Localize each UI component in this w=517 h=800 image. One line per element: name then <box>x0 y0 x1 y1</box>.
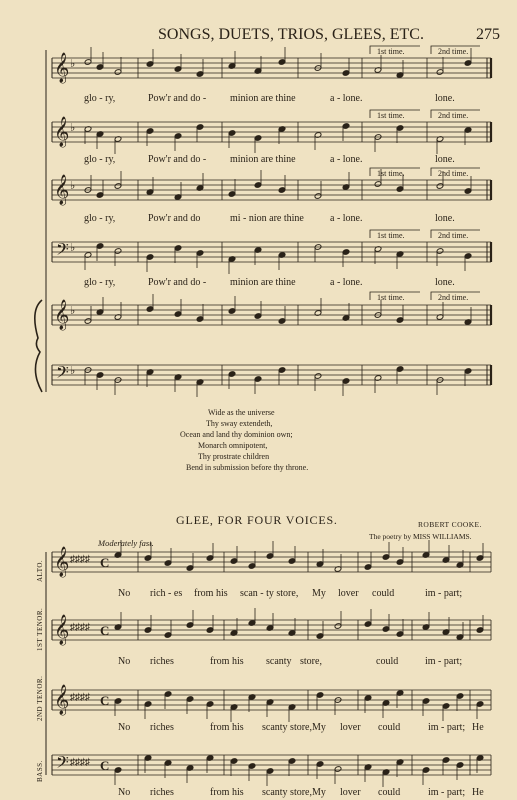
glee-lyric-syllable: could <box>378 722 401 733</box>
voice-label-1st-tenor: 1ST TENOR. <box>36 607 44 651</box>
common-time: C <box>100 623 110 638</box>
page-number: 275 <box>476 26 500 43</box>
volta-label: 2nd time. <box>438 169 469 178</box>
lyric-syllable: lone. <box>435 213 455 224</box>
flat-sign: ♭ <box>70 122 76 134</box>
lyric-syllable: Pow'r and do - <box>148 277 207 288</box>
poem-line: Thy prostrate children <box>198 452 270 461</box>
glee-lyric-syllable: could <box>372 588 395 599</box>
poem-line: Bend in submission before thy throne. <box>186 463 309 472</box>
lyric-syllable: a - lone. <box>330 154 363 165</box>
voice-label-bass: BASS. <box>36 760 44 782</box>
lyric-syllable: a - lone. <box>330 277 363 288</box>
lyric-syllable: minion are thine <box>230 154 296 165</box>
glee-lyric-syllable: im - part; <box>425 588 463 599</box>
glee-lyric-syllable: scanty store, <box>262 722 312 733</box>
volta-label: 2nd time. <box>438 47 469 56</box>
bass-clef: 𝄢 <box>56 239 69 263</box>
treble-clef: 𝄞 <box>54 175 70 205</box>
volta-label: 2nd time. <box>438 111 469 120</box>
key-signature-sharps: ♯♯♯♯ <box>70 757 90 768</box>
glee-lyric-syllable: from his <box>210 722 244 733</box>
tempo-marking: Moderately fast. <box>98 538 154 548</box>
treble-clef: 𝄞 <box>54 53 70 83</box>
glee-lyric-syllable: No <box>118 787 131 798</box>
flat-sign: ♭ <box>70 305 76 317</box>
glee-lyric-syllable: im - part; <box>428 787 466 798</box>
voice-label-2nd-tenor: 2ND TENOR. <box>36 675 44 721</box>
glee-lyric-syllable: im - part; <box>428 722 466 733</box>
glee-lyric-syllable: He <box>472 722 484 733</box>
poem-line: Ocean and land thy dominion own; <box>180 430 293 439</box>
glee-lyric-syllable: from his <box>194 588 228 599</box>
volta-label: 2nd time. <box>438 231 469 240</box>
common-time: C <box>100 758 110 773</box>
bass-clef: 𝄢 <box>56 752 69 776</box>
glee-lyric-syllable: im - part; <box>425 656 463 667</box>
glee-lyric-syllable: My <box>312 722 326 733</box>
volta-label: 1st time. <box>377 111 405 120</box>
glee-lyric-syllable: could <box>376 656 399 667</box>
flat-sign: ♭ <box>70 58 76 70</box>
lyric-syllable: Pow'r and do <box>148 213 201 224</box>
lyric-syllable: a - lone. <box>330 213 363 224</box>
glee-lyric-syllable: My <box>312 787 326 798</box>
glee-lyric-syllable: No <box>118 722 131 733</box>
key-signature-sharps: ♯♯♯♯ <box>70 692 90 703</box>
glee-title: GLEE, FOR FOUR VOICES. <box>176 513 338 527</box>
flat-sign: ♭ <box>70 365 76 377</box>
lyric-syllable: glo - ry, <box>84 277 116 288</box>
volta-label: 1st time. <box>377 231 405 240</box>
glee-lyric-syllable: lover <box>340 787 361 798</box>
glee-lyric-syllable: lover <box>338 588 359 599</box>
poem-line: Wide as the universe <box>208 408 275 417</box>
glee-lyric-syllable: riches <box>150 787 174 798</box>
glee-lyric-syllable: scan - ty store, <box>240 588 299 599</box>
lyric-syllable: glo - ry, <box>84 154 116 165</box>
key-signature-sharps: ♯♯♯♯ <box>70 554 90 565</box>
treble-clef: 𝄞 <box>54 117 70 147</box>
treble-clef: 𝄞 <box>54 547 70 577</box>
lyric-syllable: minion are thine <box>230 93 296 104</box>
glee-lyric-syllable: riches <box>150 656 174 667</box>
lyric-syllable: Pow'r and do - <box>148 93 207 104</box>
lyric-syllable: lone. <box>435 277 455 288</box>
glee-lyric-syllable: store, <box>300 656 322 667</box>
volta-label: 1st time. <box>377 293 405 302</box>
flat-sign: ♭ <box>70 242 76 254</box>
lyric-syllable: mi - nion are thine <box>230 213 304 224</box>
lyric-syllable: minion are thine <box>230 277 296 288</box>
glee-lyric-syllable: could <box>378 787 401 798</box>
volta-label: 1st time. <box>377 169 405 178</box>
treble-clef: 𝄞 <box>54 685 70 715</box>
glee-lyric-syllable: from his <box>210 787 244 798</box>
composer-credit: ROBERT COOKE. <box>418 520 482 529</box>
common-time: C <box>100 693 110 708</box>
system-brace <box>35 300 42 392</box>
glee-lyric-syllable: rich - es <box>150 588 183 599</box>
poem-stanza <box>180 407 360 473</box>
volta-label: 1st time. <box>377 47 405 56</box>
common-time: C <box>100 555 110 570</box>
glee-lyric-syllable: No <box>118 656 131 667</box>
voice-label-alto: ALTO. <box>36 559 44 582</box>
flat-sign: ♭ <box>70 180 76 192</box>
glee-lyric-syllable: No <box>118 588 131 599</box>
glee-lyric-syllable: scanty store, <box>262 787 312 798</box>
glee-lyric-syllable: He <box>472 787 484 798</box>
lyric-syllable: Pow'r and do - <box>148 154 207 165</box>
glee-lyric-syllable: from his <box>210 656 244 667</box>
bass-clef: 𝄢 <box>56 362 69 386</box>
volta-label: 2nd time. <box>438 293 469 302</box>
lyric-syllable: a - lone. <box>330 93 363 104</box>
lyric-syllable: glo - ry, <box>84 93 116 104</box>
poem-line: Monarch omnipotent, <box>198 441 268 450</box>
glee-lyric-syllable: scanty <box>266 656 292 667</box>
running-title: SONGS, DUETS, TRIOS, GLEES, ETC. <box>158 26 424 43</box>
poet-credit: The poetry by MISS WILLIAMS. <box>369 532 472 541</box>
treble-clef: 𝄞 <box>54 300 70 330</box>
glee-lyric-syllable: lover <box>340 722 361 733</box>
key-signature-sharps: ♯♯♯♯ <box>70 622 90 633</box>
treble-clef: 𝄞 <box>54 615 70 645</box>
poem-line: Thy sway extendeth, <box>206 419 273 428</box>
lyric-syllable: lone. <box>435 93 455 104</box>
lyric-syllable: glo - ry, <box>84 213 116 224</box>
glee-lyric-syllable: My <box>312 588 326 599</box>
lyric-syllable: lone. <box>435 154 455 165</box>
glee-lyric-syllable: riches <box>150 722 174 733</box>
